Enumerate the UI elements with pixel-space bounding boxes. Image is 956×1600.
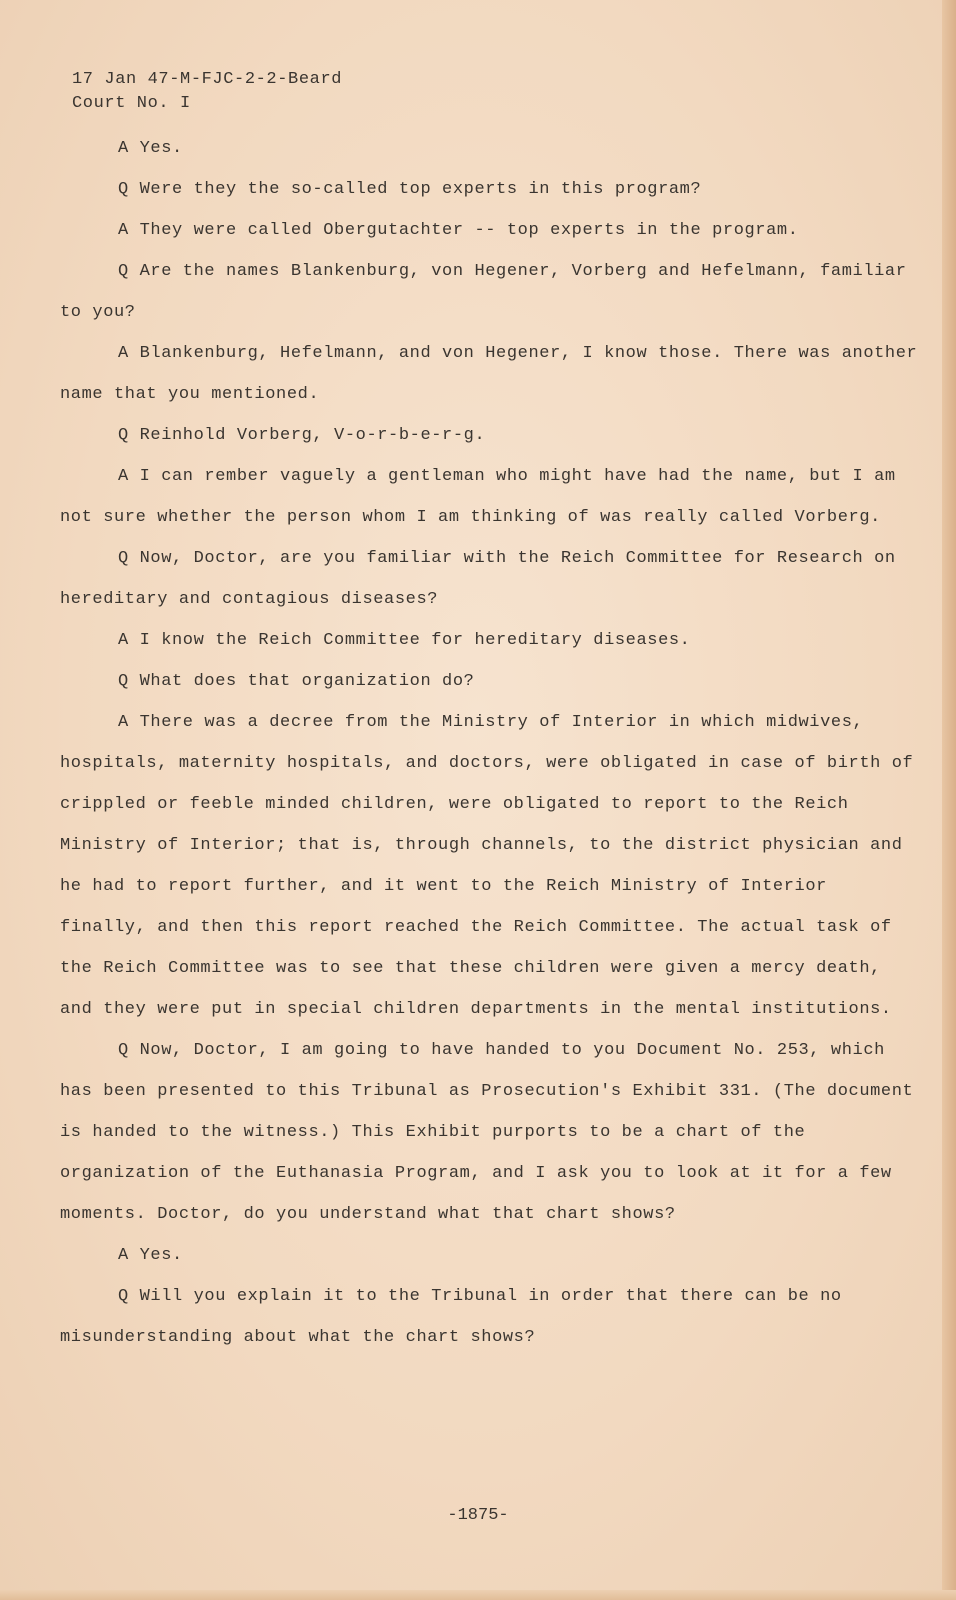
transcript-paragraph: A I can rember vaguely a gentleman who might have had the name, but I am not sure whether the person whom I am thinking of was really called Vorberg. — [60, 467, 896, 527]
header-court: Court No. I — [72, 94, 191, 113]
page-footer — [0, 1506, 956, 1525]
transcript-paragraph: Q Now, Doctor, I am going to have handed to you Document No. 253, which has been presented to this Tribunal as Prosecution's Exhibit 331. (The document is handed to the witness.) This Exhibit purports to be a chart of the organization of the Euthanasia Program, and I ask you to look at it for a few moments. Doctor, do you understand what that chart shows? — [60, 1041, 914, 1224]
transcript-paragraph: Q Now, Doctor, are you familiar with the Reich Committee for Research on hereditary and contagious diseases? — [60, 549, 896, 609]
transcript-paragraph: Q Are the names Blankenburg, von Hegener, Vorberg and Hefelmann, familiar to you? — [60, 262, 907, 322]
transcript-paragraph: Q Were they the so-called top experts in this program? — [118, 180, 702, 199]
transcript-paragraph: A There was a decree from the Ministry of Interior in which midwives, hospitals, maternity hospitals, and doctors, were obligated in case of birth of crippled or feeble minded children, were obligated to report to the Reich Ministry of Interior; that is, through channels, to the district physician and he had to report further, and it went to the Reich Ministry of Interior finally, and then this report reached the Reich Committee. The actual task of the Reich Committee was to see that these children were given a mercy death, and they were put in special children departments in the mental institutions. — [60, 713, 914, 1019]
transcript-paragraph: Q Reinhold Vorberg, V-o-r-b-e-r-g. — [118, 426, 486, 445]
transcript-paragraph: Q What does that organization do? — [118, 672, 475, 691]
transcript-paragraph: A Yes. — [118, 139, 183, 158]
transcript-paragraph: A Yes. — [118, 1246, 183, 1265]
transcript-paragraph: Q Will you explain it to the Tribunal in order that there can be no misunderstanding about what the chart shows? — [60, 1287, 842, 1347]
transcript-paragraph: A They were called Obergutachter -- top experts in the program. — [118, 221, 799, 240]
page-number: -1875- — [447, 1506, 509, 1525]
header-date-code: 17 Jan 47-M-FJC-2-2-Beard — [72, 70, 343, 89]
page-edge-bottom — [0, 1590, 956, 1600]
transcript-paragraph: A Blankenburg, Hefelmann, and von Hegener, I know those. There was another name that you mentioned. — [60, 344, 918, 404]
transcript-paragraph: A I know the Reich Committee for hereditary diseases. — [118, 631, 691, 650]
page-edge-right — [942, 0, 956, 1600]
transcript-body — [60, 128, 920, 1358]
